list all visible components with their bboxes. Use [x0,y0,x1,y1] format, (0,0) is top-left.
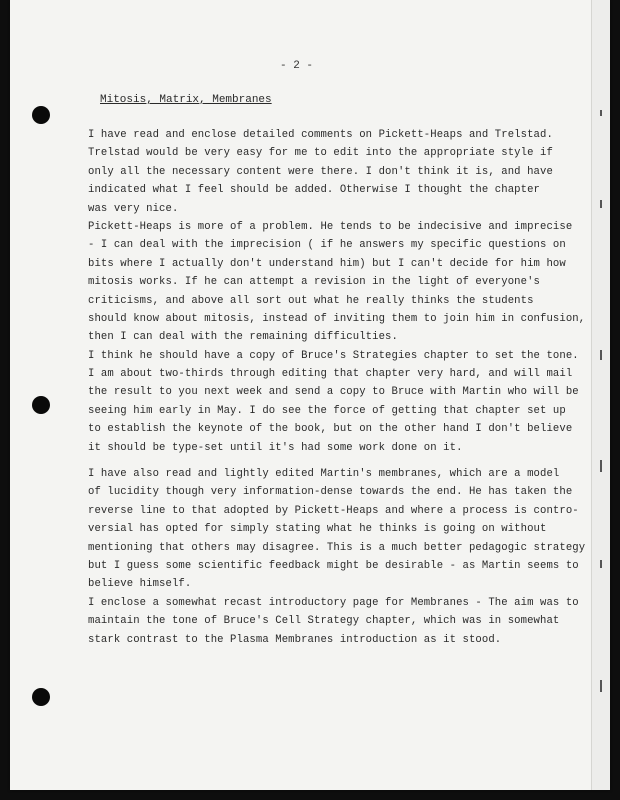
edge-mark [600,350,602,360]
edge-mark [600,200,602,208]
text-line: I enclose a somewhat recast introductory page for Membranes - The aim was to [88,596,579,609]
edge-mark [600,680,602,692]
text-line: reverse line to that adopted by Pickett-Heaps and where a process is contro- [88,504,579,517]
text-line: I think he should have a copy of Bruce's Strategies chapter to set the tone. [88,349,579,362]
text-line: only all the necessary content were there. I don't think it is, and have [88,165,553,178]
text-line: criticisms, and above all sort out what he really thinks the students [88,294,534,307]
text-line: bits where I actually don't understand him) but I can't decide for him how [88,257,566,270]
text-line: stark contrast to the Plasma Membranes introduction as it stood. [88,633,502,646]
text-line: maintain the tone of Bruce's Cell Strategy chapter, which was in somewhat [88,615,560,628]
text-line: Trelstad would be very easy for me to edit into the appropriate style if [88,147,553,160]
text-line: indicated what I feel should be added. Otherwise I thought the chapter [88,184,541,197]
edge-mark [600,560,602,568]
text-line: I have also read and lightly edited Martin's membranes, which are a model [88,468,560,481]
text-line: was very nice. [88,202,179,215]
text-line: but I guess some scientific feedback might be desirable - as Martin seems to [88,559,579,572]
text-line: should know about mitosis, instead of inviting them to join him in confusion, [88,312,586,325]
text-line: the result to you next week and send a copy to Bruce with Martin who will be [88,386,579,399]
edge-mark [600,110,602,116]
page-number: - 2 - [280,60,314,72]
paragraph-gap [88,457,558,465]
text-line: mitosis works. If he can attempt a revision in the light of everyone's [88,276,541,289]
document-page [10,0,610,790]
edge-mark [600,460,602,472]
binder-edge [591,0,610,790]
section-heading: Mitosis, Matrix, Membranes [100,94,272,106]
text-line: I am about two-thirds through editing that chapter very hard, and will mail [88,368,573,381]
text-line: it should be type-set until it's had some work done on it. [88,441,463,454]
punch-hole [32,396,50,414]
text-line: believe himself. [88,578,192,591]
text-line: to establish the keynote of the book, but on the other hand I don't believe [88,423,573,436]
body-text [88,126,586,649]
text-line: Pickett-Heaps is more of a problem. He tends to be indecisive and imprecise [88,220,573,233]
text-line: I have read and enclose detailed comments on Pickett-Heaps and Trelstad. [88,129,553,141]
punch-hole [32,106,50,124]
text-line: of lucidity though very information-dense towards the end. He has taken the [88,486,573,499]
text-line: - I can deal with the imprecision ( if he answers my specific questions on [88,239,566,252]
punch-hole [32,688,50,706]
text-line: versial has opted for simply stating what he thinks is going on without [88,523,547,536]
text-line: seeing him early in May. I do see the force of getting that chapter set up [88,404,566,417]
text-line: then I can deal with the remaining difficulties. [88,331,398,344]
text-line: mentioning that others may disagree. This is a much better pedagogic strategy [88,541,586,554]
